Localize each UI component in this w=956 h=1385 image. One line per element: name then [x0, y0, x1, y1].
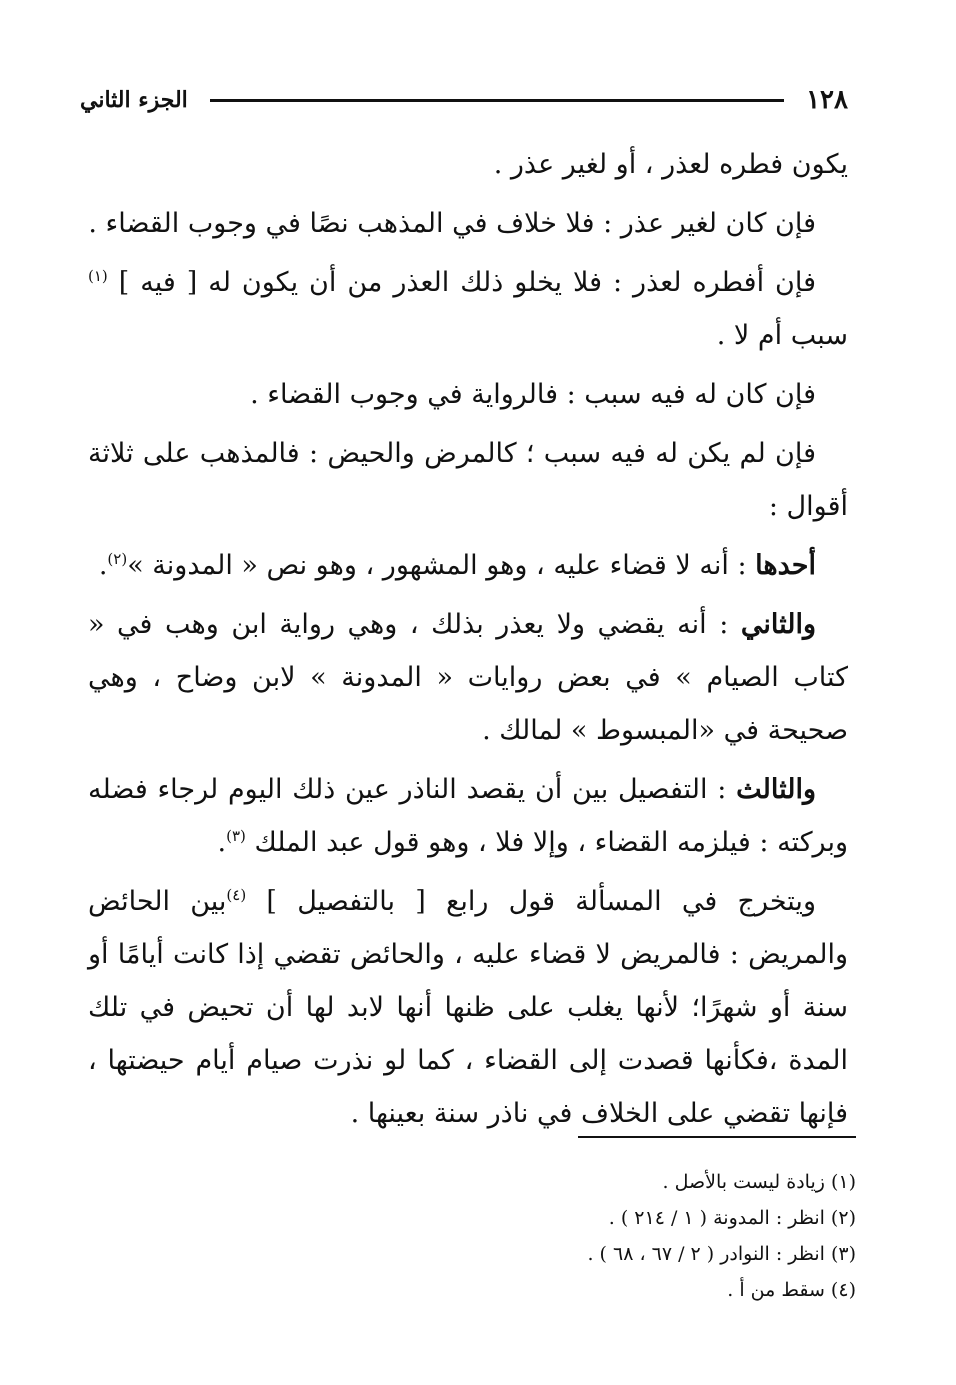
paragraph-3 [88, 256, 848, 362]
main-text [88, 138, 848, 1146]
paragraph-8 [88, 763, 848, 869]
paragraph-text: فإن لم يكن له فيه سبب ؛ كالمرض والحيض : فالمذهب على ثلاثة أقوال : [88, 438, 848, 522]
footnote-ref-2: (٢) [107, 550, 128, 568]
paragraph-1 [88, 138, 848, 191]
footnote-ref-3: (٣) [226, 827, 246, 845]
footnote-4: (٤) سقط من أ . [727, 1279, 856, 1301]
running-title: الجزء الثاني [80, 87, 188, 113]
footnote-2: (٢) انظر : المدونة ( ١ / ٢١٤ ) . [608, 1207, 856, 1229]
paragraph-5 [88, 427, 848, 533]
paragraph-text: : التفصيل بين أن يقصد الناذر عين ذلك اليوم لرجاء فضله وبركته : فيلزمه القضاء ، وإلا فلا ، وهو قول عبد الملك [88, 774, 848, 858]
page-number: ١٢٨ [806, 85, 848, 115]
paragraph-lead: والثالث [736, 774, 817, 805]
footnotes [88, 1164, 856, 1308]
footnote-ref-4: (٤) [226, 886, 247, 904]
paragraph-6 [88, 539, 848, 592]
paragraph-text-tail: بين الحائض والمريض : فالمريض لا قضاء عليه ، والحائض تقضي إذا كانت أيامًا أو سنة أو شهرًا؛ لأنها يغلب على ظنها أنها لابد لها أن تحيض في تلك المدة ،فكأنها قصدت إلى القضاء ، كما لو نذرت صيام أيام حيضتها ، فإنها تقضي على الخلاف في ناذر سنة بعينها . [88, 886, 848, 1129]
paragraph-9 [88, 875, 848, 1140]
paragraph-text: فإن أفطره لعذر : فلا يخلو ذلك العذر من أن يكون له [ فيه ] [107, 267, 816, 298]
paragraph-text: : أنه لا قضاء عليه ، وهو المشهور ، وهو نص « المدونة » [127, 550, 756, 581]
footnote-3: (٣) انظر : النوادر ( ٢ / ٦٧ ، ٦٨ ) . [587, 1243, 856, 1265]
paragraph-text: فإن كان لغير عذر : فلا خلاف في المذهب نصًا في وجوب القضاء . [88, 208, 816, 239]
paragraph-text-tail: . [98, 550, 108, 581]
paragraph-text: : أنه يقضي ولا يعذر بذلك ، وهي رواية ابن وهب في « كتاب الصيام » في بعض روايات « المدونة » لابن وضاح ، وهي صحيحة في «المبسوط » لمالك . [88, 609, 848, 746]
paragraph-text: ويتخرج في المسألة قول رابع [ بالتفصيل ] [246, 886, 816, 917]
paragraph-text-tail: . [217, 827, 227, 858]
paragraph-text-tail: سبب أم لا . [716, 320, 848, 351]
footnote-ref-1: (١) [88, 267, 108, 285]
paragraph-2 [88, 197, 848, 250]
paragraph-4 [88, 368, 848, 421]
header-rule [210, 99, 784, 102]
paragraph-lead: أحدها [755, 550, 816, 581]
page-header [80, 80, 848, 120]
paragraph-lead: والثاني [740, 609, 816, 640]
paragraph-text: فإن كان له فيه سبب : فالرواية في وجوب القضاء . [250, 379, 816, 410]
footnote-separator [578, 1136, 856, 1138]
paragraph-text: يكون فطره لعذر ، أو لغير عذر . [493, 149, 848, 180]
footnote-1: (١) زيادة ليست بالأصل . [662, 1171, 856, 1193]
paragraph-7 [88, 598, 848, 757]
